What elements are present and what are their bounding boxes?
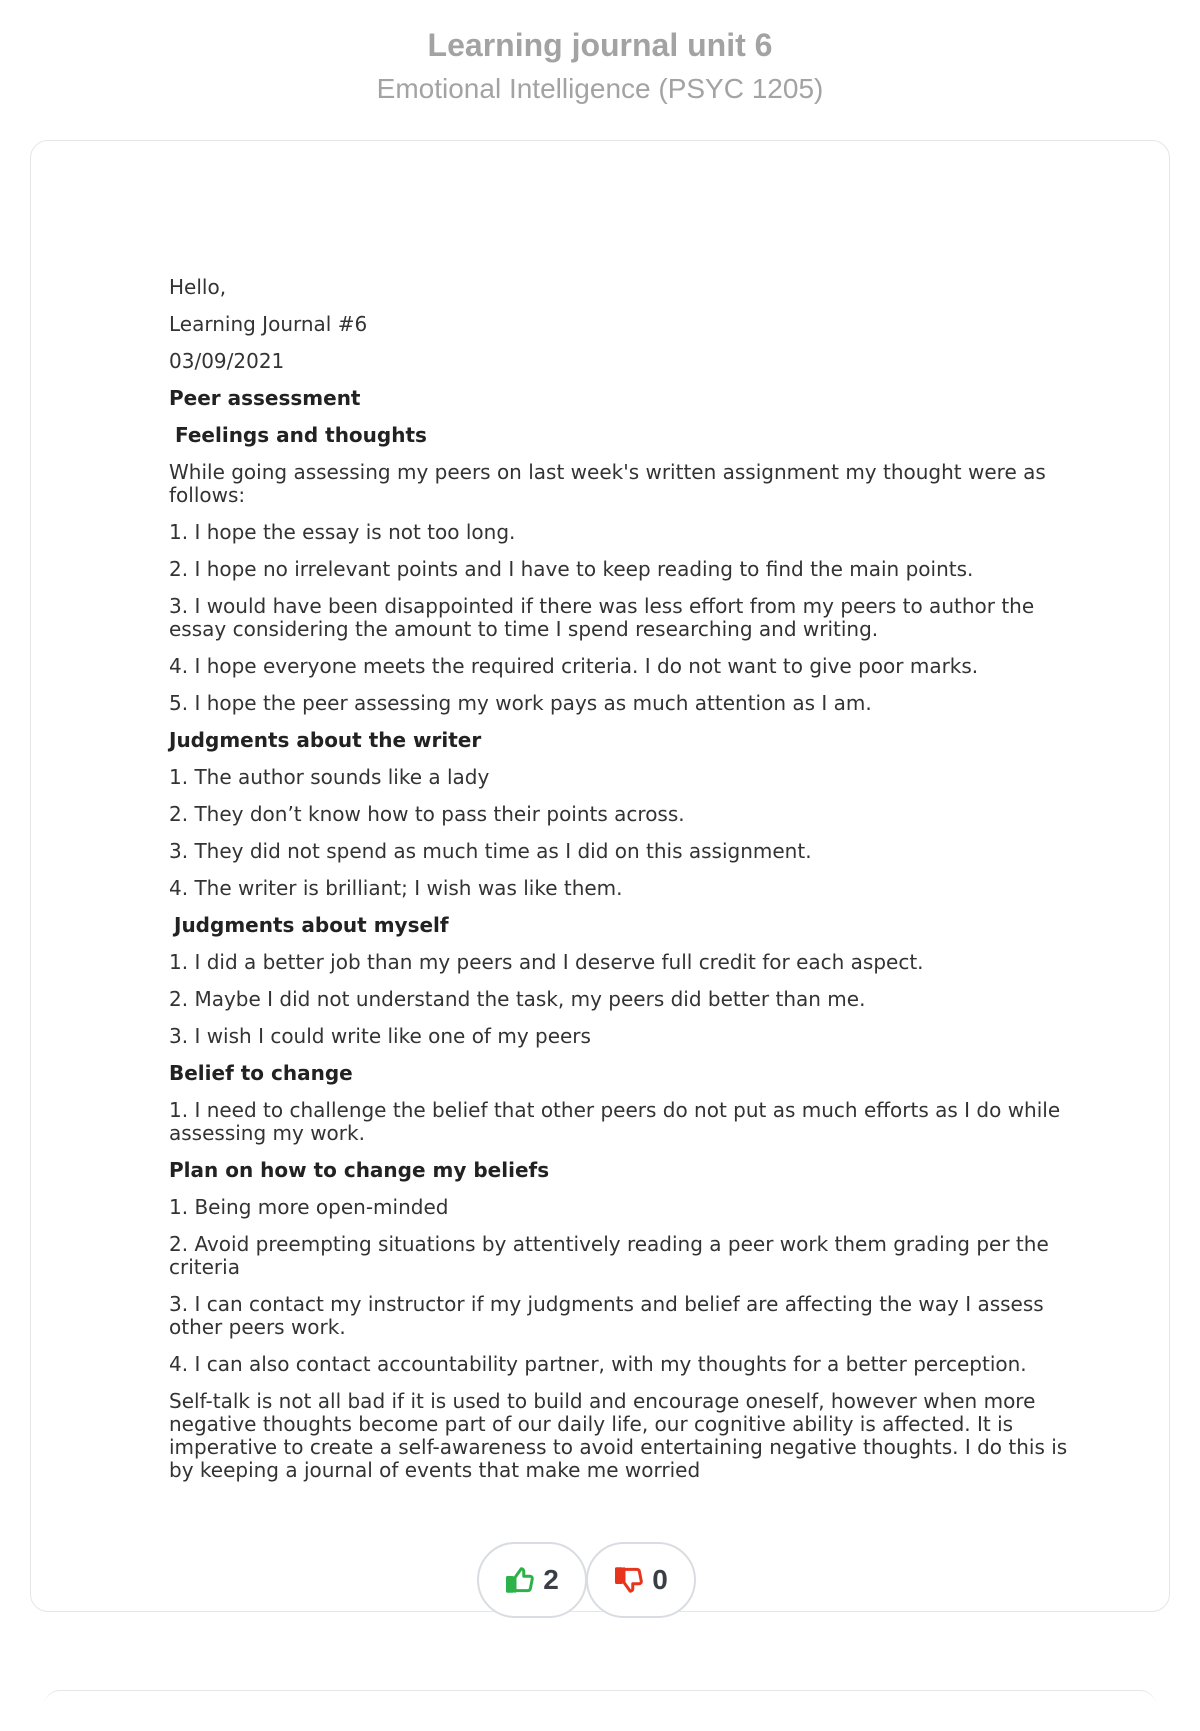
next-card-edge [44,1690,1156,1731]
conclusion-paragraph: Self-talk is not all bad if it is used to build and encourage oneself, however when more negative thoughts become part of our daily life, our cognitive ability is affected. It is imperative to create a self-awareness to avoid entertaining negative thoughts. I do this is by keeping a journal of events that make me worried [169,1389,1068,1482]
page-header [0,0,1200,106]
greeting: Hello, [169,275,227,299]
list-item: 2. I hope no irrelevant points and I have to keep reading to find the main points. [169,557,974,581]
list-item: 3. I can contact my instructor if my judgments and belief are affecting the way I assess other peers work. [169,1292,1044,1339]
list-item: 5. I hope the peer assessing my work pays as much attention as I am. [169,691,872,715]
section-heading-writer: Judgments about the writer [169,728,482,752]
thumbs-down-icon [614,1565,644,1595]
list-item: 4. I can also contact accountability partner, with my thoughts for a better perception. [169,1352,1027,1376]
section-heading-belief: Belief to change [169,1061,353,1085]
list-item: 1. Being more open-minded [169,1195,449,1219]
vote-controls [477,1542,701,1622]
list-item: 2. Avoid preempting situations by attentively reading a peer work them grading per the criteria [169,1232,1049,1279]
section-heading-plan: Plan on how to change my beliefs [169,1158,550,1182]
list-item: 1. The author sounds like a lady [169,765,490,789]
list-item: 2. They don’t know how to pass their points across. [169,802,685,826]
journal-card [30,140,1170,1612]
document-title: Learning journal unit 6 [427,27,773,63]
list-item: 1. I did a better job than my peers and I deserve full credit for each aspect. [169,950,924,974]
journal-date: 03/09/2021 [169,349,285,373]
list-item: 2. Maybe I did not understand the task, my peers did better than me. [169,987,866,1011]
section-heading-peer-assessment: Peer assessment [169,386,361,410]
course-subtitle: Emotional Intelligence (PSYC 1205) [376,73,824,104]
upvote-button[interactable] [477,1542,587,1618]
list-item: 4. The writer is brilliant; I wish was like them. [169,876,623,900]
section-heading-myself: Judgments about myself [174,913,449,937]
list-item: 3. I would have been disappointed if there was less effort from my peers to author the essay considering the amount to time I spend researching and writing. [169,594,1035,641]
upvote-count: 2 [543,1564,559,1595]
downvote-button[interactable] [586,1542,696,1618]
list-item: 1. I hope the essay is not too long. [169,520,516,544]
journal-number: Learning Journal #6 [169,312,368,336]
thumbs-up-icon [505,1565,535,1595]
list-item: 4. I hope everyone meets the required criteria. I do not want to give poor marks. [169,654,979,678]
downvote-count: 0 [652,1564,668,1595]
section-heading-feelings: Feelings and thoughts [175,423,427,447]
feelings-intro: While going assessing my peers on last week's written assignment my thought were as follows: [169,460,1046,507]
list-item: 3. They did not spend as much time as I did on this assignment. [169,839,812,863]
list-item: 1. I need to challenge the belief that other peers do not put as much efforts as I do while assessing my work. [169,1098,1061,1145]
journal-content [169,276,1089,1496]
list-item: 3. I wish I could write like one of my peers [169,1024,591,1048]
